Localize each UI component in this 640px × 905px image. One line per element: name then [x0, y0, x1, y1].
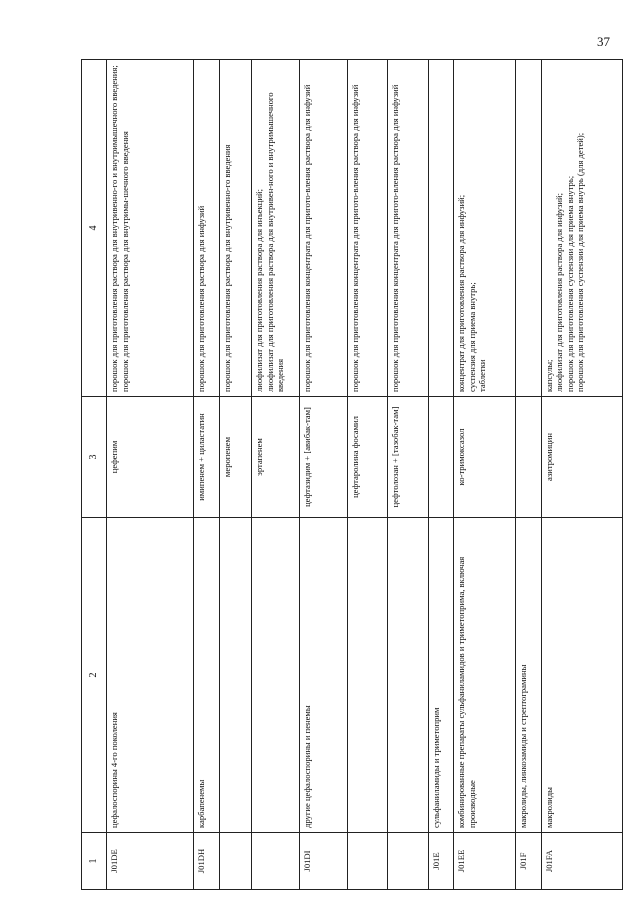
table-row	[454, 60, 516, 890]
dosage-form-line: суспензия для приема внутрь;	[466, 282, 477, 392]
dosage-form-line: порошок для приготовления суспензии для приема внутрь (для детей);	[575, 132, 586, 392]
atc-code-cell	[219, 833, 251, 890]
atc-code-cell: J01DE	[107, 833, 194, 890]
table-row	[299, 60, 347, 890]
table-row	[194, 60, 219, 890]
drug-name-cell: эртапенем	[251, 397, 299, 518]
dosage-forms-cell	[388, 60, 429, 397]
dosage-form-line: порошок для приготовления концентрата для пригото-вления раствора для инфузий	[301, 84, 312, 392]
anatomical-group-cell: цефалоспорины 4-го поколения	[107, 518, 194, 833]
dosage-form-line: порошок для приготовления концентрата для пригото-вления раствора для инфузий	[390, 84, 401, 392]
atc-code-cell	[388, 833, 429, 890]
dosage-form-line: лиофилизат для приготовления раствора для внутривен-ного и внутримышечного введения	[264, 92, 286, 392]
dosage-forms-cell	[219, 60, 251, 397]
atc-code-cell: J01FA	[541, 833, 622, 890]
drug-name-cell: ко-тримоксазол	[454, 397, 516, 518]
page-number: 37	[597, 34, 610, 49]
drug-name-cell	[516, 397, 541, 518]
atc-code-cell: J01EE	[454, 833, 516, 890]
dosage-form-line: порошок для приготовления раствора для внутримы-шечного введения	[119, 131, 130, 392]
table-row	[541, 60, 622, 890]
dosage-form-line: лиофилизат для приготовления раствора для инъекций;	[253, 189, 264, 392]
table-row	[219, 60, 251, 890]
dosage-forms-cell	[454, 60, 516, 397]
anatomical-group-cell: комбинированные препараты сульфаниламидов и триметоприма, включая производные	[454, 518, 516, 833]
anatomical-group-cell: другие цефалоспорины и пенемы	[299, 518, 347, 833]
drug-name-cell: цефепим	[107, 397, 194, 518]
atc-code-cell: J01E	[429, 833, 454, 890]
table-row	[516, 60, 541, 890]
dosage-forms-cell	[251, 60, 299, 397]
dosage-forms-cell	[194, 60, 219, 397]
anatomical-group-cell: карбапенемы	[194, 518, 219, 833]
table-row	[107, 60, 194, 890]
dosage-form-line: порошок для приготовления раствора для инфузий	[196, 205, 207, 392]
dosage-form-line: таблетки	[477, 359, 488, 392]
anatomical-group-cell: сульфаниламиды и триметоприм	[429, 518, 454, 833]
anatomical-group-cell: макролиды, линкозамиды и стрептограмины	[516, 518, 541, 833]
drug-name-cell: цефтолозан + [тазобак-там]	[388, 397, 429, 518]
dosage-form-line: порошок для приготовления раствора для внутривенно-го введения	[221, 144, 232, 392]
dosage-form-line: капсулы;	[543, 359, 554, 392]
drug-table-wrapper	[81, 60, 623, 890]
table-row	[347, 60, 388, 890]
dosage-form-line: порошок для приготовления концентрата для пригото-вления раствора для инфузий	[349, 84, 360, 392]
dosage-forms-cell	[541, 60, 622, 397]
dosage-form-line: концентрат для приготовления раствора для инфузий;	[456, 194, 467, 392]
table-row	[388, 60, 429, 890]
atc-code-cell: J01F	[516, 833, 541, 890]
header-cell: 4	[82, 60, 107, 397]
anatomical-group-cell: макролиды	[541, 518, 622, 833]
dosage-form-line: порошок для приготовления суспензии для приема внутрь;	[564, 175, 575, 392]
drug-name-cell	[429, 397, 454, 518]
drug-table	[81, 59, 623, 890]
anatomical-group-cell	[347, 518, 388, 833]
anatomical-group-cell	[219, 518, 251, 833]
table-row	[251, 60, 299, 890]
anatomical-group-cell	[251, 518, 299, 833]
drug-name-cell: азитромицин	[541, 397, 622, 518]
dosage-forms-cell	[299, 60, 347, 397]
dosage-form-line: лиофилизат для приготовления раствора для инфузий;	[554, 193, 565, 392]
drug-name-cell: цефтаролина фосамил	[347, 397, 388, 518]
atc-code-cell	[251, 833, 299, 890]
dosage-forms-cell	[516, 60, 541, 397]
atc-code-cell	[347, 833, 388, 890]
header-cell: 3	[82, 397, 107, 518]
header-row	[82, 60, 107, 890]
drug-name-cell: меропенем	[219, 397, 251, 518]
drug-name-cell: цефтазидим + [авибак-там]	[299, 397, 347, 518]
drug-name-cell: имипенем + циластатин	[194, 397, 219, 518]
anatomical-group-cell	[388, 518, 429, 833]
atc-code-cell: J01DI	[299, 833, 347, 890]
header-cell: 1	[82, 833, 107, 890]
dosage-forms-cell	[107, 60, 194, 397]
table-row	[429, 60, 454, 890]
atc-code-cell: J01DH	[194, 833, 219, 890]
header-cell: 2	[82, 518, 107, 833]
dosage-forms-cell	[429, 60, 454, 397]
dosage-form-line: порошок для приготовления раствора для внутривенно-го и внутримышечного введения;	[109, 65, 120, 392]
dosage-forms-cell	[347, 60, 388, 397]
